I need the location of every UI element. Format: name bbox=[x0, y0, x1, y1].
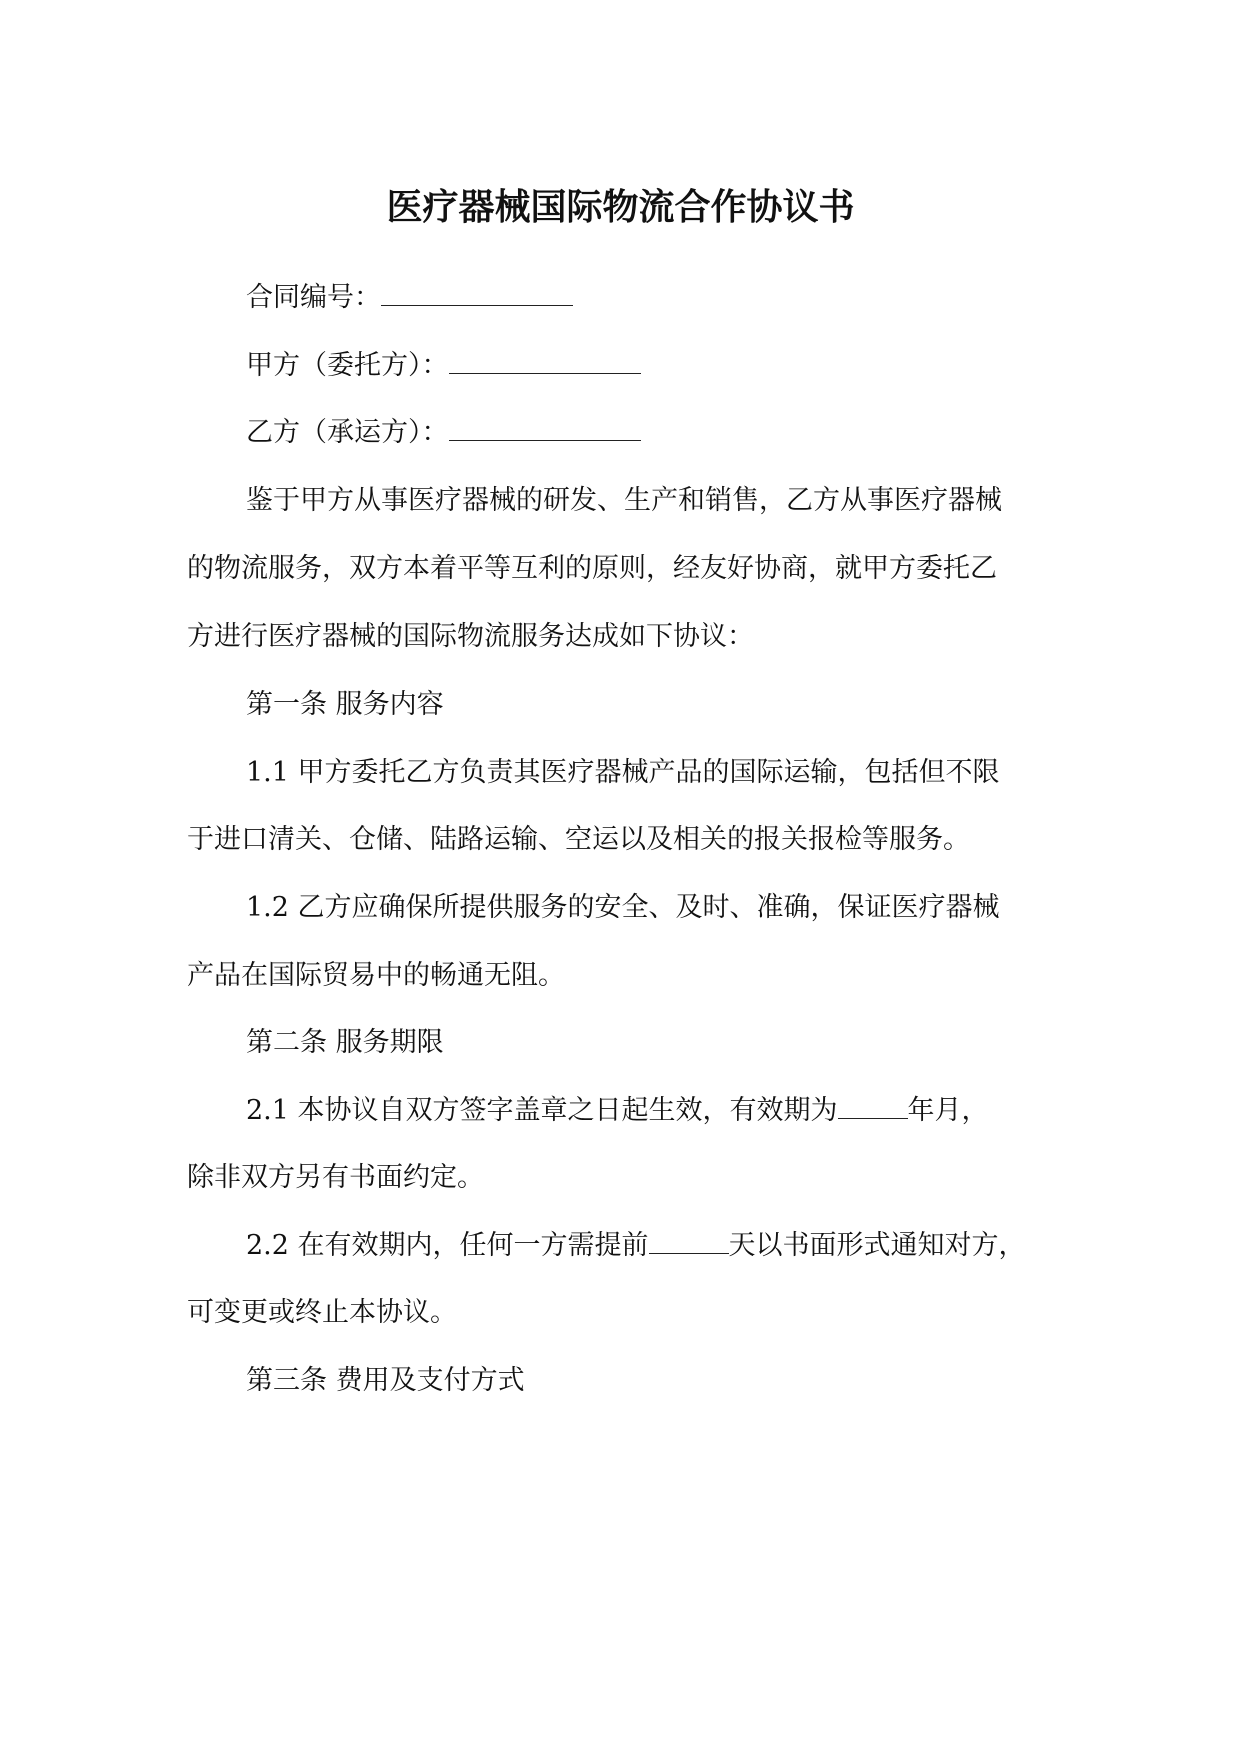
party-b-label: 乙方（承运方）： bbox=[246, 417, 449, 448]
preamble-line-2: 的物流服务，双方本着平等互利的原则，经友好协商，就甲方委托乙 bbox=[187, 553, 997, 584]
preamble-line-3: 方进行医疗器械的国际物流服务达成如下协议： bbox=[187, 621, 754, 652]
party-a-field bbox=[246, 346, 1067, 386]
clause-2-2-text-b: 天以书面形式通知对方， bbox=[728, 1230, 1026, 1261]
article-3-heading: 第三条 费用及支付方式 bbox=[246, 1365, 525, 1396]
clause-1-1-line-2: 于进口清关、仓储、陆路运输、空运以及相关的报关报检等服务。 bbox=[187, 824, 970, 855]
clause-2-2-line-1 bbox=[246, 1226, 1067, 1266]
contract-number-blank bbox=[381, 281, 573, 306]
clause-1-2-line-2: 产品在国际贸易中的畅通无阻。 bbox=[187, 960, 565, 991]
party-b-blank bbox=[449, 416, 641, 441]
preamble-line-1: 鉴于甲方从事医疗器械的研发、生产和销售，乙方从事医疗器械 bbox=[246, 485, 1002, 516]
contract-number-label: 合同编号： bbox=[246, 282, 381, 313]
contract-number-field bbox=[246, 278, 1067, 318]
clause-2-1-line-2: 除非双方另有书面约定。 bbox=[187, 1162, 484, 1193]
document-title: 医疗器械国际物流合作协议书 bbox=[386, 186, 855, 228]
clause-2-2-line-2: 可变更或终止本协议。 bbox=[187, 1297, 457, 1328]
clause-2-1-text-a: 2.1 本协议自双方签字盖章之日起生效，有效期为 bbox=[246, 1095, 838, 1126]
clause-1-2-line-1: 1.2 乙方应确保所提供服务的安全、及时、准确，保证医疗器械 bbox=[246, 892, 1000, 923]
clause-2-2-text-a: 2.2 在有效期内，任何一方需提前 bbox=[246, 1230, 649, 1261]
article-2-heading: 第二条 服务期限 bbox=[246, 1027, 444, 1058]
party-b-field bbox=[246, 413, 1067, 453]
clause-2-1-line-1 bbox=[246, 1091, 1067, 1131]
party-a-label: 甲方（委托方）： bbox=[246, 350, 449, 381]
clause-1-1-line-1: 1.1 甲方委托乙方负责其医疗器械产品的国际运输，包括但不限 bbox=[246, 757, 1000, 788]
notice-days-blank bbox=[649, 1229, 729, 1254]
article-1-heading: 第一条 服务内容 bbox=[246, 689, 444, 720]
party-a-blank bbox=[449, 349, 641, 374]
clause-2-1-text-b: 年月， bbox=[907, 1095, 989, 1126]
validity-period-blank bbox=[838, 1094, 908, 1119]
